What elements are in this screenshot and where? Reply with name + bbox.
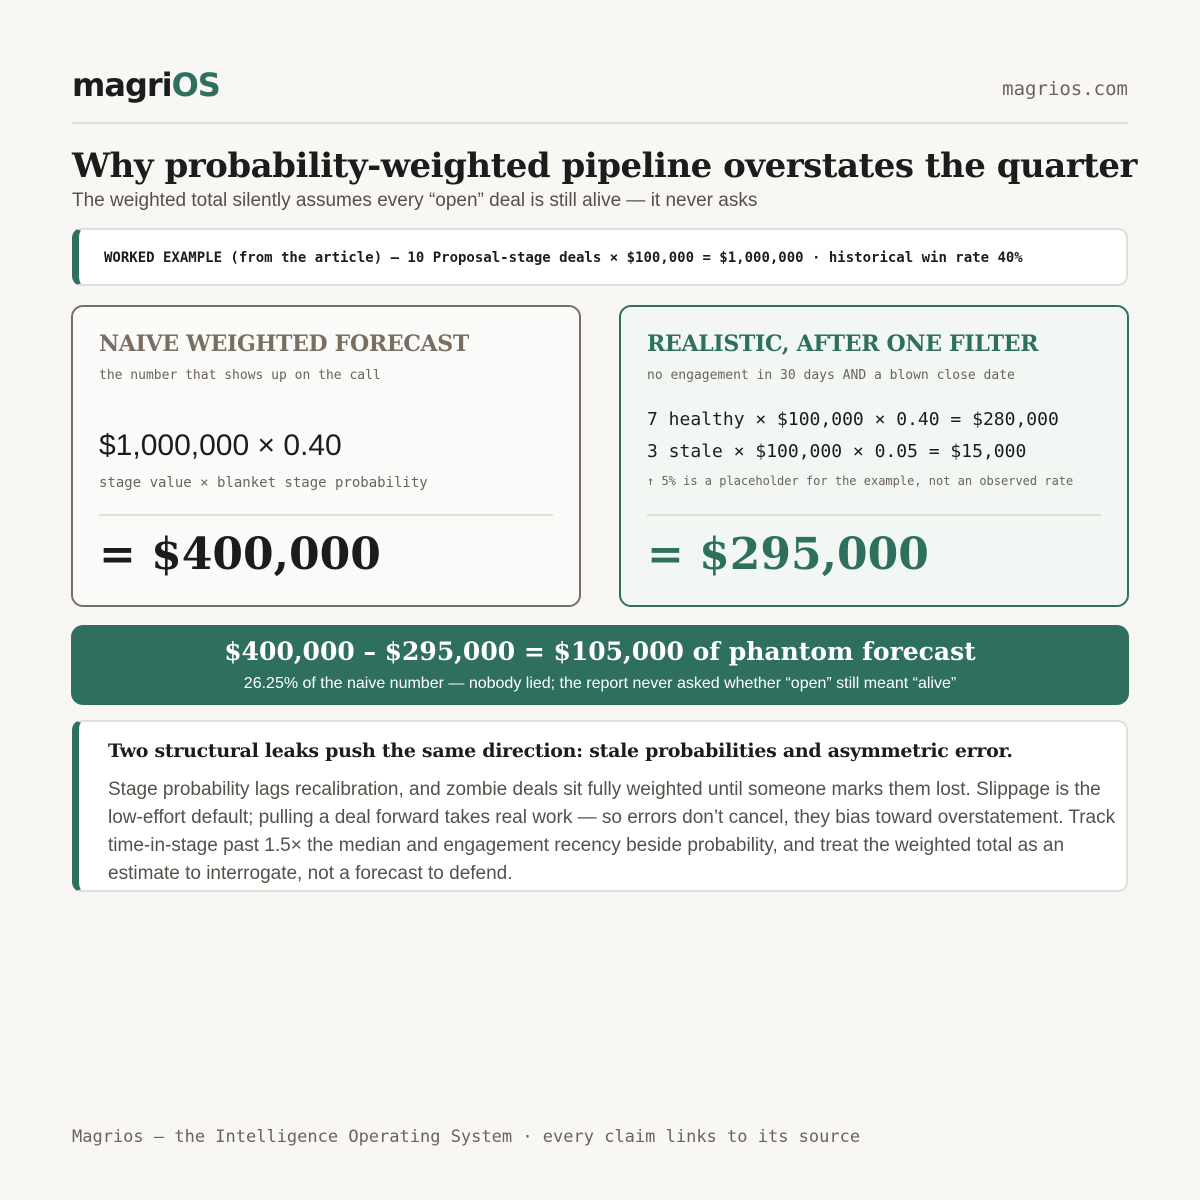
realistic-card-heading: REALISTIC, AFTER ONE FILTER: [647, 331, 1039, 357]
phantom-forecast-caption: 26.25% of the naive number — nobody lied; the report never asked whether “open” still meant “alive”: [243, 675, 957, 692]
realistic-total: = $295,000: [647, 529, 929, 580]
worked-example-callout: [72, 228, 1128, 286]
divider: [647, 514, 1101, 516]
naive-card-heading: NAIVE WEIGHTED FORECAST: [99, 331, 469, 357]
brand-logo[interactable]: [72, 66, 220, 104]
naive-total: = $400,000: [99, 529, 381, 580]
structural-leaks-callout: [72, 720, 1128, 892]
worked-example-text: WORKED EXAMPLE (from the article) — 10 Proposal-stage deals × $100,000 = $1,000,000 · historical win rate 40%: [104, 250, 1023, 266]
leaks-title: Two structural leaks push the same direction: stale probabilities and asymmetric error.: [108, 740, 1013, 762]
header: [72, 60, 1128, 124]
page-title: Why probability-weighted pipeline overstates the quarter: [72, 146, 1137, 186]
stale-deals-calc: 3 stale × $100,000 × 0.05 = $15,000: [647, 441, 1027, 462]
placeholder-rate-note: ↑ 5% is a placeholder for the example, not an observed rate: [647, 474, 1074, 488]
phantom-forecast-banner: [71, 625, 1129, 705]
logo-text: magri: [72, 66, 172, 104]
realistic-card-subheading: no engagement in 30 days AND a blown close date: [647, 368, 1015, 383]
realistic-forecast-card: [619, 305, 1129, 607]
page-subtitle: The weighted total silently assumes every “open” deal is still alive — it never asks: [72, 190, 758, 211]
naive-card-subheading: the number that shows up on the call: [99, 368, 381, 383]
phantom-forecast-equation: $400,000 – $295,000 = $105,000 of phantom forecast: [224, 637, 976, 666]
site-url-link[interactable]: magrios.com: [1002, 78, 1128, 100]
divider: [99, 514, 553, 516]
naive-formula-caption: stage value × blanket stage probability: [99, 475, 428, 491]
healthy-deals-calc: 7 healthy × $100,000 × 0.40 = $280,000: [647, 409, 1059, 430]
naive-forecast-card: [71, 305, 581, 607]
leaks-body: Stage probability lags recalibration, and zombie deals sit fully weighted until someone marks them lost. Slippage is the low-effort default; pulling a deal forward takes real work — so errors don’t cancel, they bias toward overstatement. Track time-in-stage past 1.5× the median and engagement recency beside probability, and treat the weighted total as an estimate to interrogate, not a forecast to defend.: [108, 779, 1116, 884]
logo-accent-text: OS: [171, 66, 220, 104]
footer-tagline: Magrios — the Intelligence Operating System · every claim links to its source: [72, 1127, 861, 1147]
naive-formula: $1,000,000 × 0.40: [99, 429, 342, 462]
